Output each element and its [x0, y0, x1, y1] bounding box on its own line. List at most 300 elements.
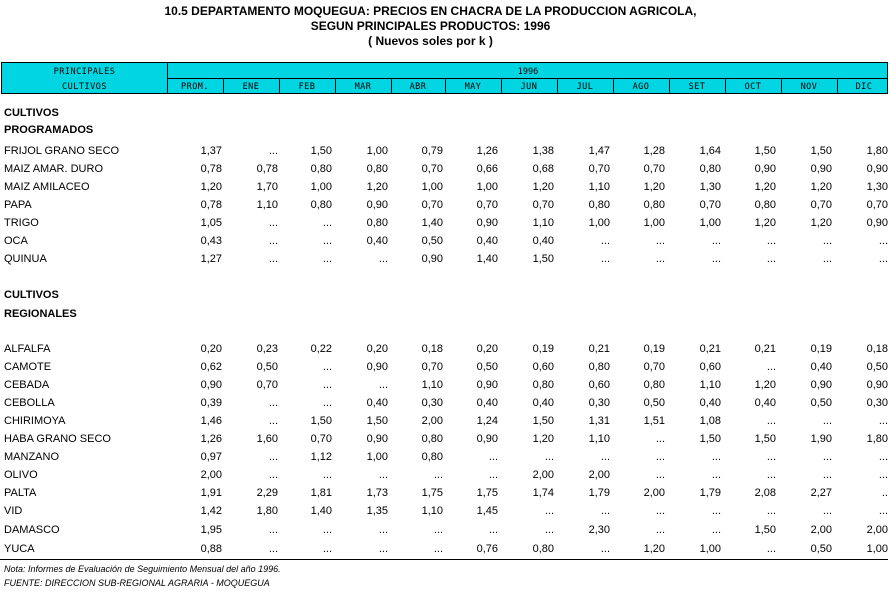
header-month-divider: [279, 79, 280, 93]
price-cell: ...: [378, 469, 388, 481]
header-month-divider: [725, 79, 726, 93]
price-cell: 1,50: [810, 145, 832, 157]
price-cell: 0,70: [256, 379, 278, 391]
price-cell: ...: [433, 524, 443, 536]
price-cell: 0,40: [754, 397, 776, 409]
price-cell: 1,50: [366, 415, 388, 427]
price-cell: 0,76: [476, 543, 498, 555]
price-cell: 0,20: [476, 343, 498, 355]
price-cell: 0,70: [532, 199, 554, 211]
price-cell: 0,70: [643, 163, 665, 175]
price-cell: 0,90: [200, 379, 222, 391]
price-cell: 1,47: [588, 145, 610, 157]
price-cell: 1,40: [476, 253, 498, 265]
header-month-divider: [335, 79, 336, 93]
price-cell: 0,50: [866, 361, 888, 373]
header-month-12: DIC: [855, 82, 873, 92]
price-cell: ...: [268, 415, 278, 427]
price-cell: 2,29: [256, 487, 278, 499]
price-cell: 0,50: [421, 235, 443, 247]
table-row: [0, 145, 891, 161]
header-month-divider: [613, 79, 614, 93]
price-cell: ...: [268, 253, 278, 265]
price-cell: 1,10: [699, 379, 721, 391]
price-cell: 1,81: [310, 487, 332, 499]
price-cell: 1,80: [866, 145, 888, 157]
header-year: 1996: [517, 67, 539, 77]
header-month-divider: [391, 79, 392, 93]
header-month-divider: [501, 79, 502, 93]
price-cell: ...: [711, 235, 721, 247]
price-cell: 1,50: [754, 524, 776, 536]
header-month-8: AGO: [632, 82, 650, 92]
price-cell: 1,10: [588, 433, 610, 445]
crop-name: CEBOLLA: [4, 397, 55, 409]
price-cell: 0,90: [366, 199, 388, 211]
crop-name: CHIRIMOYA: [4, 415, 66, 427]
price-cell: 0,90: [810, 379, 832, 391]
price-cell: 1,20: [643, 181, 665, 193]
price-cell: ...: [822, 505, 832, 517]
price-cell: 0,88: [200, 543, 222, 555]
table-title: 10.5 DEPARTAMENTO MOQUEGUA: PRECIOS EN CHACRA DE LA PRODUCCION AGRICOLA,: [164, 4, 697, 18]
table-subtitle: SEGUN PRINCIPALES PRODUCTOS: 1996: [310, 19, 551, 33]
price-cell: 0,70: [421, 163, 443, 175]
price-cell: ...: [322, 217, 332, 229]
price-cell: 1,00: [643, 217, 665, 229]
price-cell: 0,21: [754, 343, 776, 355]
crop-name: OLIVO: [4, 469, 38, 481]
price-cell: 1,20: [366, 181, 388, 193]
price-cell: 1,46: [200, 415, 222, 427]
price-cell: ...: [878, 415, 888, 427]
price-cell: ...: [711, 524, 721, 536]
price-cell: 0,50: [810, 543, 832, 555]
price-cell: 0,90: [866, 163, 888, 175]
header-month-0: PROM.: [180, 82, 210, 92]
crop-name: CAMOTE: [4, 361, 52, 373]
price-cell: 1,80: [256, 505, 278, 517]
price-cell: 0,50: [810, 397, 832, 409]
price-cell: 1,90: [810, 433, 832, 445]
price-cell: 1,20: [810, 181, 832, 193]
table-row: [0, 253, 891, 269]
price-cell: 0,70: [643, 361, 665, 373]
price-cell: ...: [268, 397, 278, 409]
table-bottom-rule: [0, 559, 888, 560]
price-cell: 0,70: [699, 199, 721, 211]
price-cell: 1,00: [699, 217, 721, 229]
price-cell: 1,79: [588, 487, 610, 499]
price-cell: 0,70: [421, 199, 443, 211]
price-cell: 0,19: [643, 343, 665, 355]
header-month-divider: [445, 79, 446, 93]
price-cell: ...: [655, 524, 665, 536]
table-row: [0, 524, 891, 540]
price-cell: 1,51: [643, 415, 665, 427]
price-cell: ...: [822, 253, 832, 265]
price-cell: 1,10: [256, 199, 278, 211]
crop-name: QUINUA: [4, 253, 47, 265]
price-cell: 0,40: [810, 361, 832, 373]
price-cell: 0,80: [643, 379, 665, 391]
section-title: REGIONALES: [4, 308, 77, 320]
price-cell: 2,00: [810, 524, 832, 536]
price-cell: 1,50: [699, 433, 721, 445]
crop-name: HABA GRANO SECO: [4, 433, 111, 445]
header-month-10: OCT: [744, 82, 762, 92]
price-cell: ...: [711, 469, 721, 481]
price-cell: ...: [600, 505, 610, 517]
header-month-9: SET: [688, 82, 706, 92]
header-month-divider: [223, 79, 224, 93]
price-cell: ...: [488, 451, 498, 463]
price-cell: 1,20: [532, 433, 554, 445]
price-cell: 2,00: [532, 469, 554, 481]
price-cell: ...: [433, 469, 443, 481]
price-cell: 1,10: [421, 379, 443, 391]
price-cell: 1,12: [310, 451, 332, 463]
price-cell: ...: [655, 235, 665, 247]
price-cell: 0,30: [588, 397, 610, 409]
price-cell: 0,80: [699, 163, 721, 175]
price-cell: ...: [322, 524, 332, 536]
price-cell: 0,60: [532, 361, 554, 373]
crop-name: OCA: [4, 235, 28, 247]
price-cell: 0,20: [366, 343, 388, 355]
crop-name: VID: [4, 505, 23, 517]
price-cell: 0,78: [200, 199, 222, 211]
header-month-divider: [557, 79, 558, 93]
crop-name: CEBADA: [4, 379, 50, 391]
price-cell: 1,20: [532, 181, 554, 193]
price-cell: 1,20: [754, 217, 776, 229]
price-cell: 1,28: [643, 145, 665, 157]
price-cell: ...: [766, 235, 776, 247]
header-month-3: MAR: [354, 82, 372, 92]
header-label-principales: PRINCIPALES: [53, 67, 116, 77]
price-cell: 0,90: [476, 379, 498, 391]
price-cell: 1,30: [866, 181, 888, 193]
price-cell: ...: [322, 235, 332, 247]
price-cell: 0,19: [532, 343, 554, 355]
header-month-divider: [669, 79, 670, 93]
price-cell: ...: [766, 253, 776, 265]
price-cell: 1,05: [200, 217, 222, 229]
price-cell: 1,20: [810, 217, 832, 229]
price-cell: 0,90: [866, 379, 888, 391]
header-label-cultivos: CULTIVOS: [62, 82, 107, 92]
price-cell: ...: [322, 253, 332, 265]
price-cell: 0,80: [588, 199, 610, 211]
price-cell: ...: [711, 505, 721, 517]
price-cell: ...: [655, 469, 665, 481]
crop-name: YUCA: [4, 543, 35, 555]
price-cell: 2,08: [754, 487, 776, 499]
source-note: FUENTE: DIRECCION SUB-REGIONAL AGRARIA - MOQUEGUA: [4, 578, 270, 588]
price-cell: 1,75: [476, 487, 498, 499]
price-cell: 0,50: [476, 361, 498, 373]
price-cell: ...: [378, 379, 388, 391]
price-cell: 1,35: [366, 505, 388, 517]
section-title: CULTIVOS: [4, 107, 59, 119]
table-row: [0, 163, 891, 179]
price-cell: 0,80: [366, 163, 388, 175]
price-cell: 1,00: [366, 451, 388, 463]
price-cell: 0,90: [366, 361, 388, 373]
crop-name: MAIZ AMAR. DURO: [4, 163, 104, 175]
price-cell: 2,30: [588, 524, 610, 536]
price-cell: ...: [322, 379, 332, 391]
price-cell: 1,27: [200, 253, 222, 265]
price-cell: 0,18: [421, 343, 443, 355]
price-cell: 1,00: [866, 543, 888, 555]
table-row: [0, 361, 891, 377]
price-cell: ...: [655, 253, 665, 265]
price-cell: 1,00: [476, 181, 498, 193]
price-cell: 0,80: [310, 163, 332, 175]
price-cell: 0,60: [588, 379, 610, 391]
section-title: PROGRAMADOS: [4, 124, 94, 136]
table-row: [0, 415, 891, 431]
crop-name: MAIZ AMILACEO: [4, 181, 90, 193]
price-cell: 1,37: [200, 145, 222, 157]
price-cell: 0,30: [866, 397, 888, 409]
price-cell: 0,66: [476, 163, 498, 175]
price-cell: 2,00: [421, 415, 443, 427]
price-cell: ...: [600, 235, 610, 247]
price-cell: 1,20: [643, 543, 665, 555]
header-month-1: ENE: [242, 82, 260, 92]
price-cell: 1,10: [532, 217, 554, 229]
price-cell: ...: [822, 451, 832, 463]
price-cell: 0,80: [588, 361, 610, 373]
price-cell: 1,75: [421, 487, 443, 499]
price-cell: 1,50: [310, 415, 332, 427]
price-cell: ..: [881, 487, 888, 499]
price-cell: ...: [268, 524, 278, 536]
header-month-2: FEB: [298, 82, 316, 92]
price-cell: ...: [268, 145, 278, 157]
header-month-divider: [781, 79, 782, 93]
price-cell: ...: [766, 505, 776, 517]
price-cell: 0,80: [421, 451, 443, 463]
price-cell: ...: [600, 451, 610, 463]
price-cell: ...: [878, 253, 888, 265]
price-cell: 0,40: [366, 397, 388, 409]
price-cell: 1,42: [200, 505, 222, 517]
table-header: [1, 62, 888, 94]
price-cell: ...: [488, 524, 498, 536]
price-cell: 1,74: [532, 487, 554, 499]
price-cell: ...: [600, 253, 610, 265]
crop-name: ALFALFA: [4, 343, 51, 355]
price-cell: 1,26: [200, 433, 222, 445]
table-row: [0, 217, 891, 233]
table-row: [0, 379, 891, 395]
price-cell: ...: [322, 543, 332, 555]
price-cell: 0,62: [200, 361, 222, 373]
price-cell: 2,27: [810, 487, 832, 499]
crop-name: MANZANO: [4, 451, 59, 463]
price-cell: ...: [711, 253, 721, 265]
price-cell: ...: [878, 235, 888, 247]
price-cell: ...: [433, 543, 443, 555]
price-cell: 1,00: [366, 145, 388, 157]
price-cell: ...: [268, 543, 278, 555]
price-cell: 2,00: [643, 487, 665, 499]
price-cell: 0,70: [810, 199, 832, 211]
price-cell: ...: [378, 524, 388, 536]
price-cell: 1,40: [310, 505, 332, 517]
price-cell: 0,22: [310, 343, 332, 355]
price-cell: 0,19: [810, 343, 832, 355]
title-block: [0, 4, 891, 49]
price-cell: 1,50: [532, 253, 554, 265]
price-cell: 1,31: [588, 415, 610, 427]
price-cell: ...: [766, 451, 776, 463]
table-row: [0, 543, 891, 559]
price-cell: 0,90: [476, 433, 498, 445]
price-cell: 0,80: [310, 199, 332, 211]
table-row: [0, 433, 891, 449]
price-cell: ...: [268, 451, 278, 463]
price-cell: 1,60: [256, 433, 278, 445]
price-cell: 0,70: [866, 199, 888, 211]
price-cell: 1,08: [699, 415, 721, 427]
price-cell: 0,90: [366, 433, 388, 445]
table-row: [0, 397, 891, 413]
price-cell: 0,60: [699, 361, 721, 373]
price-cell: 0,90: [421, 253, 443, 265]
price-cell: 1,20: [754, 379, 776, 391]
price-cell: ...: [600, 543, 610, 555]
price-cell: 0,90: [866, 217, 888, 229]
price-cell: 0,70: [310, 433, 332, 445]
price-cell: 1,30: [699, 181, 721, 193]
footnote: Nota: Informes de Evaluación de Seguimiento Mensual del año 1996.: [4, 564, 281, 574]
price-cell: 0,70: [476, 199, 498, 211]
price-cell: 1,80: [866, 433, 888, 445]
header-month-divider: [837, 79, 838, 93]
price-cell: ...: [322, 361, 332, 373]
price-cell: 0,70: [421, 361, 443, 373]
price-cell: 1,70: [256, 181, 278, 193]
price-cell: 0,80: [532, 379, 554, 391]
table-units: ( Nuevos soles por k ): [368, 34, 493, 48]
price-cell: ...: [378, 253, 388, 265]
price-cell: 1,73: [366, 487, 388, 499]
price-cell: 2,00: [200, 469, 222, 481]
price-cell: 1,24: [476, 415, 498, 427]
price-cell: 1,10: [421, 505, 443, 517]
crop-name: FRIJOL GRANO SECO: [4, 145, 120, 157]
price-cell: 1,64: [699, 145, 721, 157]
price-cell: 0,39: [200, 397, 222, 409]
price-cell: ...: [822, 469, 832, 481]
price-cell: 1,20: [200, 181, 222, 193]
price-cell: 1,00: [421, 181, 443, 193]
price-cell: 1,79: [699, 487, 721, 499]
price-cell: 1,40: [421, 217, 443, 229]
price-cell: 0,43: [200, 235, 222, 247]
price-cell: 0,40: [532, 235, 554, 247]
price-cell: 0,30: [421, 397, 443, 409]
crop-name: PALTA: [4, 487, 37, 499]
price-cell: 1,50: [754, 145, 776, 157]
price-cell: ...: [878, 469, 888, 481]
price-cell: ...: [544, 505, 554, 517]
price-cell: 0,20: [200, 343, 222, 355]
price-cell: 0,23: [256, 343, 278, 355]
header-month-5: MAY: [464, 82, 482, 92]
price-cell: ...: [378, 543, 388, 555]
price-cell: ...: [322, 397, 332, 409]
price-cell: 0,50: [643, 397, 665, 409]
price-cell: ...: [268, 235, 278, 247]
price-cell: 1,00: [588, 217, 610, 229]
section-title: CULTIVOS: [4, 289, 59, 301]
header-month-4: ABR: [409, 82, 427, 92]
price-cell: ...: [655, 505, 665, 517]
price-cell: ...: [488, 469, 498, 481]
price-cell: 1,50: [310, 145, 332, 157]
price-cell: 0,50: [256, 361, 278, 373]
price-cell: 0,68: [532, 163, 554, 175]
price-cell: 1,91: [200, 487, 222, 499]
table-row: [0, 235, 891, 251]
price-cell: 0,40: [476, 397, 498, 409]
price-cell: ...: [322, 469, 332, 481]
price-cell: 2,00: [588, 469, 610, 481]
table-row: [0, 451, 891, 467]
price-cell: ...: [544, 524, 554, 536]
price-cell: ...: [268, 469, 278, 481]
price-cell: ...: [711, 451, 721, 463]
price-cell: ...: [822, 235, 832, 247]
price-cell: ...: [822, 415, 832, 427]
price-cell: 0,80: [421, 433, 443, 445]
price-cell: ...: [878, 451, 888, 463]
price-cell: ...: [878, 505, 888, 517]
price-cell: 0,78: [256, 163, 278, 175]
price-cell: ...: [766, 469, 776, 481]
price-cell: 0,40: [532, 397, 554, 409]
price-cell: 1,00: [699, 543, 721, 555]
price-cell: 1,20: [754, 181, 776, 193]
price-cell: 0,90: [476, 217, 498, 229]
price-cell: 0,80: [532, 543, 554, 555]
table-row: [0, 343, 891, 359]
price-cell: 1,10: [588, 181, 610, 193]
price-cell: 0,97: [200, 451, 222, 463]
price-cell: 1,26: [476, 145, 498, 157]
price-cell: 0,80: [754, 199, 776, 211]
price-cell: ...: [655, 433, 665, 445]
crop-name: TRIGO: [4, 217, 39, 229]
table-row: [0, 487, 891, 503]
price-cell: 0,90: [754, 163, 776, 175]
price-cell: 1,50: [532, 415, 554, 427]
crop-name: PAPA: [4, 199, 32, 211]
header-month-11: NOV: [800, 82, 818, 92]
price-cell: 0,21: [588, 343, 610, 355]
price-cell: 0,90: [810, 163, 832, 175]
price-cell: 0,78: [200, 163, 222, 175]
price-cell: 0,40: [366, 235, 388, 247]
price-cell: ...: [544, 451, 554, 463]
price-cell: 1,38: [532, 145, 554, 157]
